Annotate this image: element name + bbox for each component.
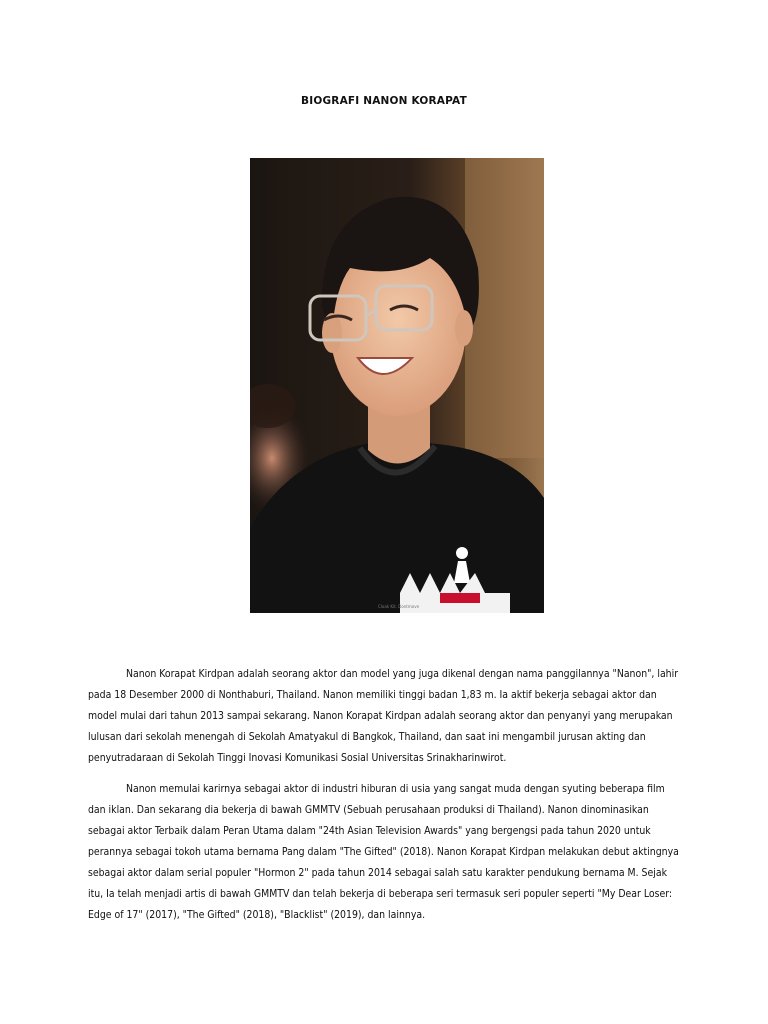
photo-watermark: Cloak Kit. Dontmove	[378, 604, 420, 609]
paragraph-2: Nanon memulai karirnya sebagai aktor di industri hiburan di usia yang sangat muda dengan syuting beberapa film dan iklan. Dan sekarang dia bekerja di bawah GMMTV (Sebuah perusahaan produksi di Thailand). Nanon dinominasikan sebagai aktor Terbaik dalam Peran Utama dalam "24th Asian Television Awards" yang bergengsi pada tahun 2020 untuk perannya sebagai tokoh utama bernama Pang dalam "The Gifted" (2018). Nanon Korapat Kirdpan melakukan debut aktingnya sebagai aktor dalam serial populer "Hormon 2" pada tahun 2014 sebagai salah satu karakter pendukung bernama M. Sejak itu, Ia telah menjadi artis di bawah GMMTV dan telah bekerja di beberapa seri termasuk seri populer seperti "My Dear Loser: Edge of 17" (2017), "The Gifted" (2018), "Blacklist" (2019), dan lainnya.	[88, 783, 679, 921]
document-body	[88, 664, 682, 936]
portrait-illustration	[250, 158, 544, 613]
document-title: BIOGRAFI NANON KORAPAT	[301, 95, 467, 107]
paragraph-1: Nanon Korapat Kirdpan adalah seorang aktor dan model yang juga dikenal dengan nama panggilannya "Nanon", lahir pada 18 Desember 2000 di Nonthaburi, Thailand. Nanon memiliki tinggi badan 1,83 m. Ia aktif bekerja sebagai aktor dan model mulai dari tahun 2013 sampai sekarang. Nanon Korapat Kirdpan adalah seorang aktor dan penyanyi yang merupakan lulusan dari sekolah menengah di Sekolah Amatyakul di Bangkok, Thailand, dan saat ini mengambil jurusan akting dan penyutradaraan di Sekolah Tinggi Inovasi Komunikasi Sosial Universitas Srinakharinwirot.	[88, 668, 679, 764]
portrait-photo	[250, 158, 544, 613]
